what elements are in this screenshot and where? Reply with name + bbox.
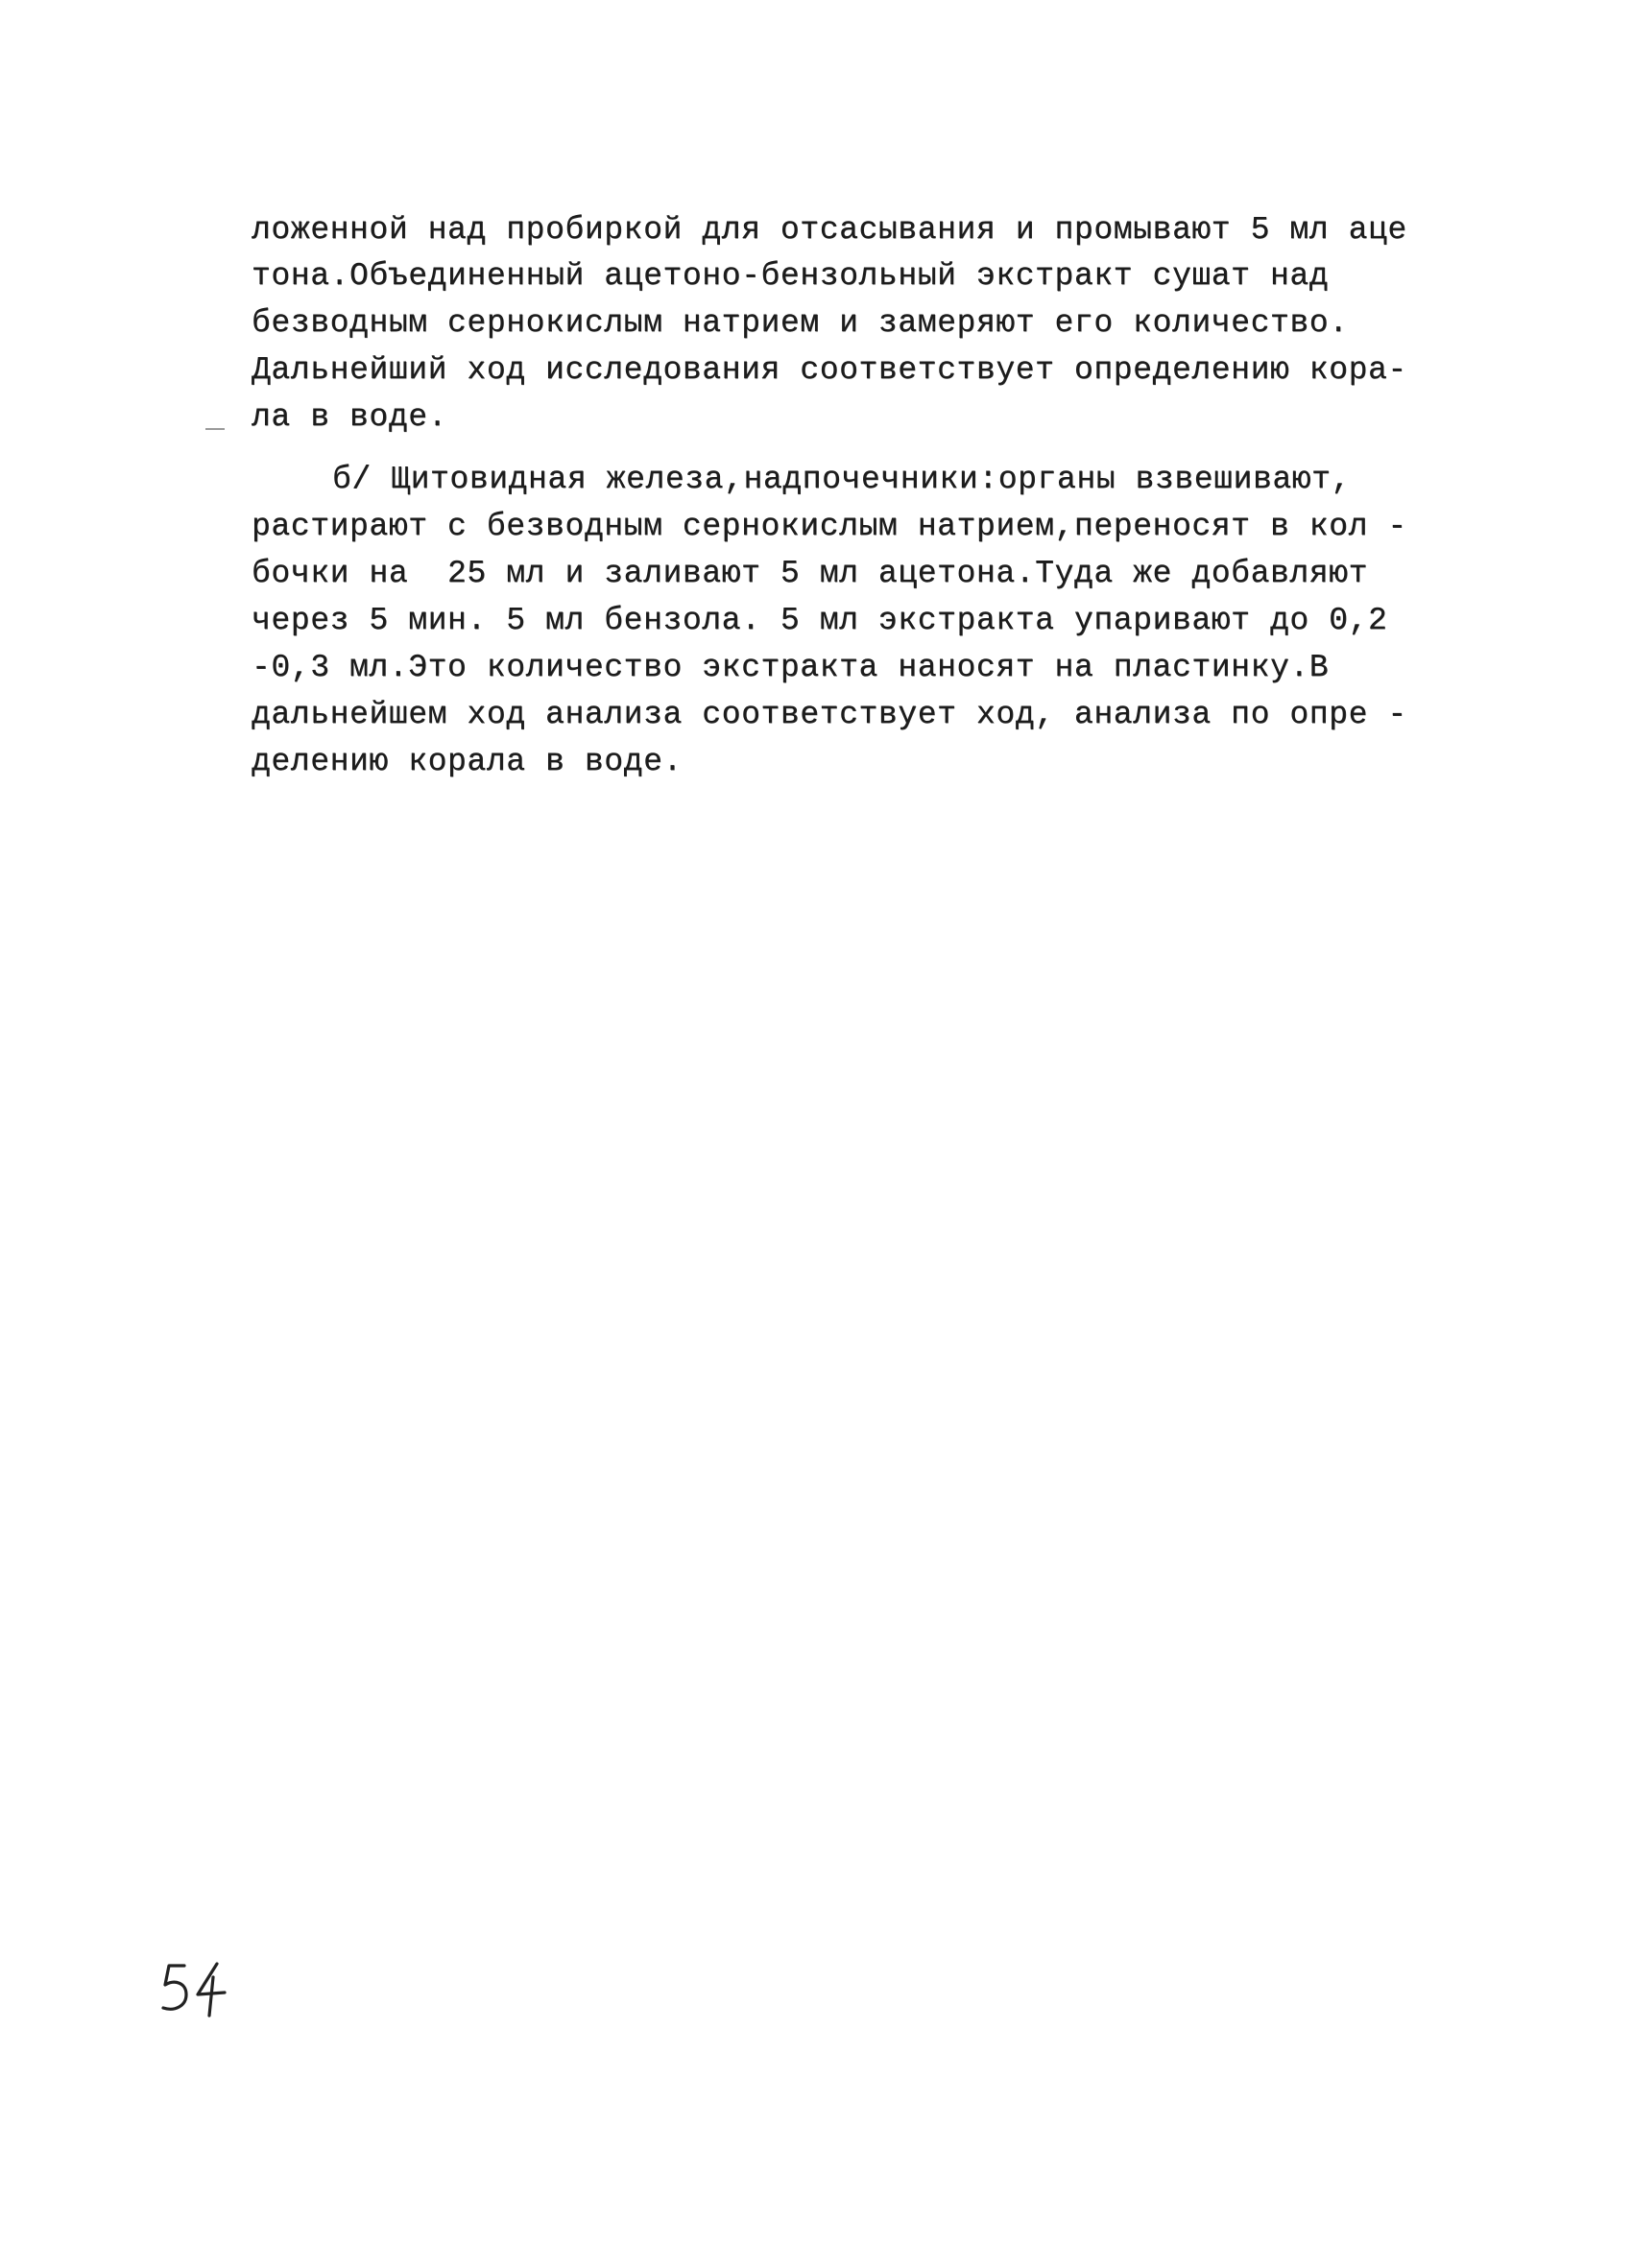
text-line: тона.Объединенный ацетоно-бензольный экстракт сушат над [252, 258, 1330, 294]
text-line: Дальнейший ход исследования соответствует определению кора- [252, 352, 1407, 388]
margin-mark [205, 428, 225, 430]
text-line: растирают с безводным сернокислым натрием,переносят в кол - [252, 509, 1407, 544]
text-line: делению корала в воде. [252, 744, 683, 779]
text-line: ла в воде. [252, 399, 448, 435]
handwritten-page-number [154, 1956, 250, 2023]
text-line: безводным сернокислым натрием и замеряют его количество. [252, 305, 1349, 341]
text-line: ложенной над пробиркой для отсасывания и промывают 5 мл аце [252, 212, 1407, 248]
text-line: через 5 мин. 5 мл бензола. 5 мл экстракта упаривают до 0,2 [252, 603, 1388, 638]
text-line: -0,3 мл.Это количество экстракта наносят на пластинку.В [252, 650, 1330, 685]
text-line: бочки на 25 мл и заливают 5 мл ацетона.Туда же добавляют [252, 556, 1368, 591]
text-line: дальнейшем ход анализа соответствует ход, анализа по опре - [252, 697, 1407, 732]
paragraph-start-line: б/ Щитовидная железа,надпочечники:органы взвешивают, [332, 462, 1351, 497]
